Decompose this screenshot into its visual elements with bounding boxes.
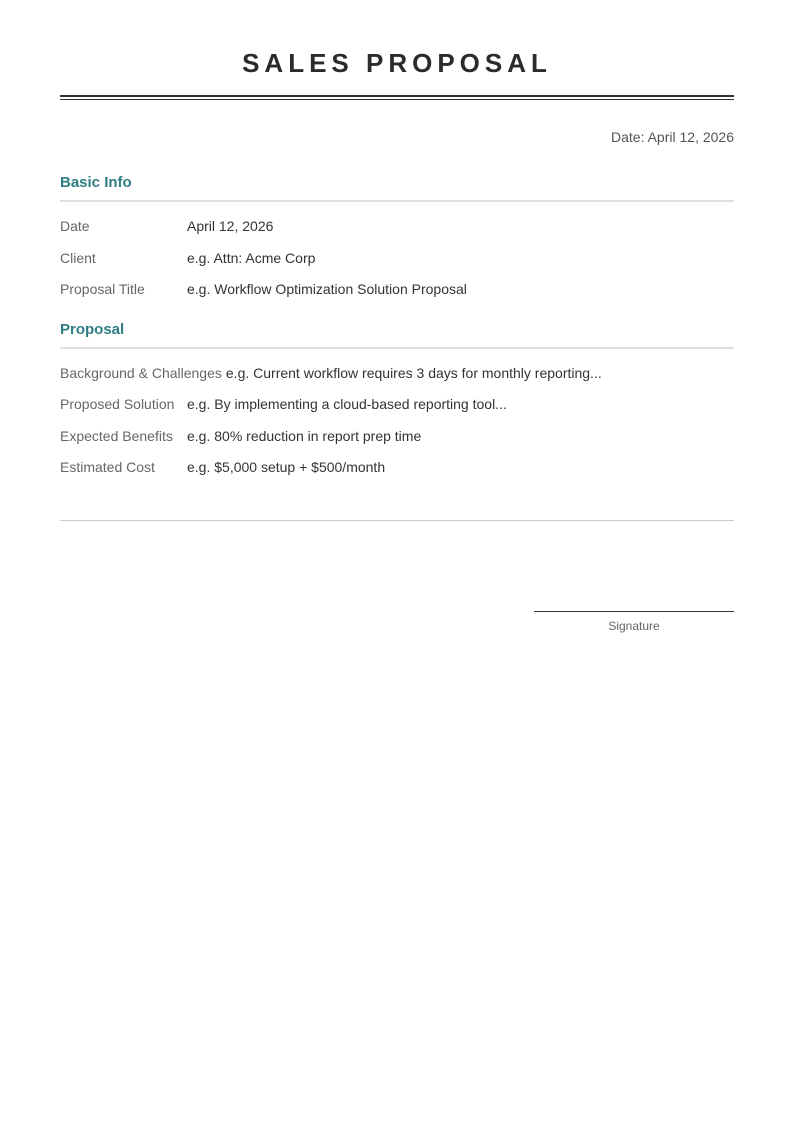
signature-block [534,611,734,634]
field-label: Proposed Solution [60,396,175,412]
field-value: e.g. 80% reduction in report prep time [187,427,422,444]
signature-label: Signature [608,619,660,633]
field-label: Client [60,249,96,266]
field-value: e.g. By implementing a cloud-based reporting tool... [187,396,507,412]
document-date: Date: April 12, 2026 [611,129,734,145]
field-row-estimated-cost [60,452,734,484]
basic-info-section [60,173,734,306]
field-label: Date [60,218,90,234]
field-value: e.g. Attn: Acme Corp [187,249,316,266]
closing-divider [60,520,734,521]
basic-info-fields [60,211,734,306]
section-heading-basic-info: Basic Info [60,173,734,202]
document-title: SALES PROPOSAL [242,48,552,78]
field-value: April 12, 2026 [187,218,274,234]
field-row-client [60,243,734,275]
field-row-background [60,358,734,390]
field-label: Estimated Cost [60,459,155,475]
proposal-section [60,320,734,484]
field-row-expected-benefits [60,421,734,453]
field-label: Proposal Title [60,281,145,297]
proposal-fields [60,358,734,484]
document-page [60,0,734,633]
field-row-date [60,211,734,243]
title-double-rule [60,95,734,100]
field-value: e.g. Current workflow requires 3 days for monthly reporting... [225,364,602,381]
field-value: e.g. Workflow Optimization Solution Proposal [187,281,467,297]
field-row-proposal-title [60,274,734,306]
field-label: Expected Benefits [60,427,173,444]
section-heading-proposal: Proposal [60,320,734,349]
field-label: Background & Challenges [60,364,222,381]
field-row-proposed-solution [60,389,734,421]
field-value: e.g. $5,000 setup + $500/month [187,459,386,475]
